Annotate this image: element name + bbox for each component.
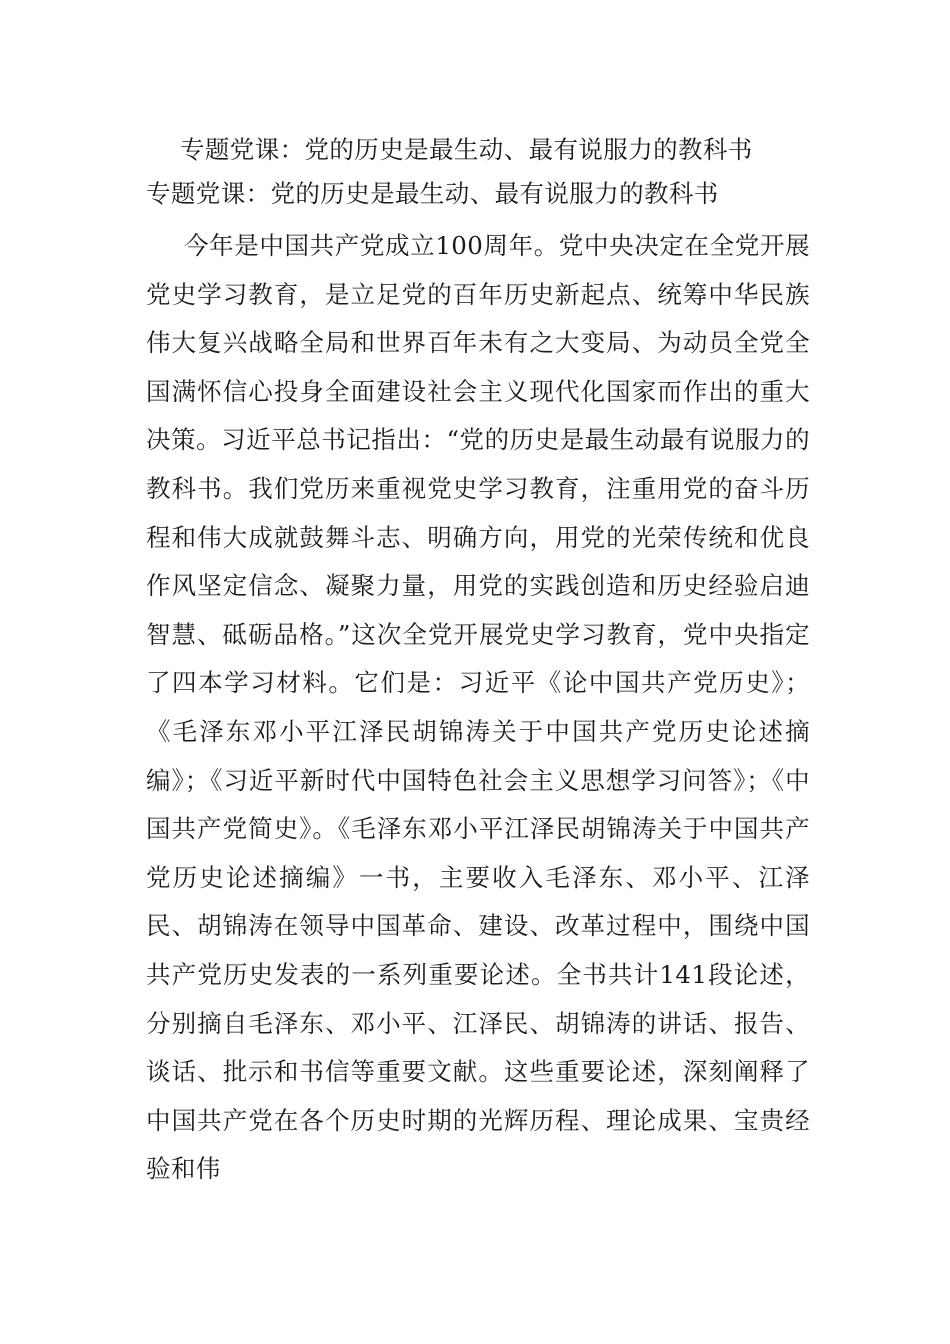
body-paragraph: 今年是中国共产党成立100周年。党中央决定在全党开展党史学习教育，是立足党的百年历史新起点、统筹中华民族伟大复兴战略全局和世界百年未有之大变局、为动员全党全国满怀信心投身全面建设社会主义现代化国家而作出的重大决策。习近平总书记指出：“党的历史是最生动最有说服力的教科书。我们党历来重视党史学习教育，注重用党的奋斗历程和伟大成就鼓舞斗志、明确方向，用党的光荣传统和优良作风坚定信念、凝聚力量，用党的实践创造和历史经验启迪智慧、砥砺品格。”这次全党开展党史学习教育，党中央指定了四本学习材料。它们是：习近平《论中国共产党历史》；《毛泽东邓小平江泽民胡锦涛关于中国共产党历史论述摘编》；《习近平新时代中国特色社会主义思想学习问答》；《中国共产党简史》。《毛泽东邓小平江泽民胡锦涛关于中国共产党历史论述摘编》一书，主要收入毛泽东、邓小平、江泽民、胡锦涛在领导中国革命、建设、改革过程中，围绕中国共产党历史发表的一系列重要论述。全书共计141段论述，分别摘自毛泽东、邓小平、江泽民、胡锦涛的讲话、报告、谈话、批示和书信等重要文献。这些重要论述，深刻阐释了中国共产党在各个历史时期的光辉历程、理论成果、宝贵经验和伟 <box>146 231 810 1184</box>
document-title-repeat: 专题党课：党的历史是最生动、最有说服力的教科书 <box>146 179 719 208</box>
document-title: 专题党课：党的历史是最生动、最有说服力的教科书 <box>180 135 753 164</box>
document-page <box>146 128 810 1194</box>
